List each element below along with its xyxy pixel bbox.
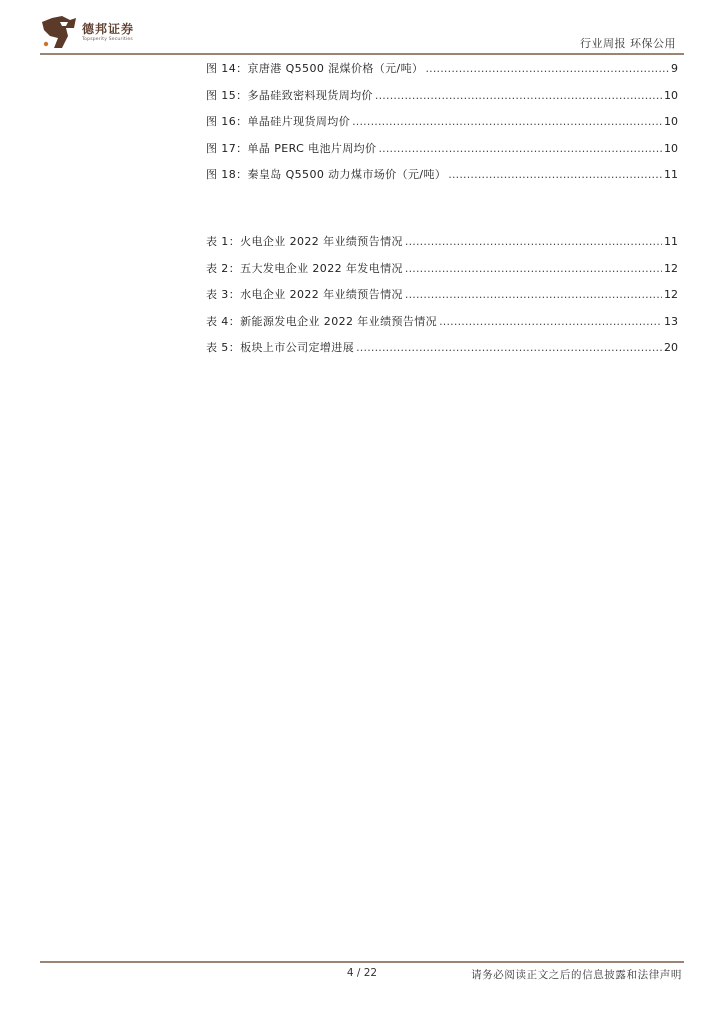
- header-divider: [40, 53, 684, 55]
- logo-brand-name-en: Topsperity Securities: [82, 37, 133, 42]
- toc-leader-dots: [356, 341, 662, 354]
- toc-entry-title: 图 14：京唐港 Q5500 混煤价格（元/吨）: [206, 62, 424, 75]
- toc-leader-dots: [448, 168, 662, 181]
- toc-entry-page: 11: [664, 235, 678, 248]
- report-type-label: 行业周报 环保公用: [580, 37, 676, 50]
- toc-entry[interactable]: [206, 87, 678, 114]
- toc-leader-dots: [405, 262, 662, 275]
- table-index-list: [206, 233, 678, 366]
- toc-entry-page: 10: [664, 88, 678, 102]
- toc-leader-dots: [405, 235, 662, 248]
- toc-entry-page: 12: [664, 288, 678, 301]
- toc-entry-page: 9: [671, 62, 678, 75]
- toc-entry-title: 图 17：单晶 PERC 电池片周均价: [206, 141, 377, 155]
- toc-entry-page: 10: [664, 141, 678, 155]
- toc-entry[interactable]: [206, 313, 678, 340]
- footer-divider: [40, 961, 684, 963]
- toc-entry[interactable]: [206, 113, 678, 140]
- toc-leader-dots: [425, 62, 669, 75]
- toc-entry-title: 图 15：多晶硅致密料现货周均价: [206, 88, 373, 102]
- toc-entry[interactable]: [206, 260, 678, 287]
- toc-entry-title: 表 3：水电企业 2022 年业绩预告情况: [206, 288, 403, 301]
- figure-index-list: [206, 60, 678, 193]
- toc-entry-title: 表 2：五大发电企业 2022 年发电情况: [206, 261, 403, 275]
- logo-mark-icon: [40, 14, 78, 50]
- toc-entry[interactable]: [206, 339, 678, 366]
- toc-entry-page: 13: [664, 314, 678, 328]
- toc-entry-title: 表 1：火电企业 2022 年业绩预告情况: [206, 235, 403, 248]
- toc-entry-page: 12: [664, 261, 678, 275]
- toc-entry-title: 图 16：单晶硅片现货周均价: [206, 115, 351, 128]
- toc-leader-dots: [352, 115, 662, 128]
- toc-entry[interactable]: [206, 166, 678, 193]
- toc-entry-page: 20: [664, 341, 678, 354]
- page-number-text: 4 / 22: [346, 967, 378, 979]
- toc-entry-page: 11: [664, 168, 678, 181]
- logo-brand-name-cn: 德邦证券: [82, 22, 135, 36]
- toc-entry[interactable]: [206, 60, 678, 87]
- toc-entry-page: 10: [664, 115, 678, 128]
- toc-leader-dots: [378, 142, 662, 155]
- toc-leader-dots: [405, 288, 662, 301]
- legal-disclaimer: 请务必阅读正文之后的信息披露和法律声明: [471, 969, 682, 981]
- toc-leader-dots: [439, 315, 662, 328]
- toc-leader-dots: [375, 89, 662, 102]
- toc-entry-title: 表 4：新能源发电企业 2022 年业绩预告情况: [206, 314, 438, 328]
- toc-entry-title: 表 5：板块上市公司定增进展: [206, 341, 355, 354]
- toc-entry[interactable]: [206, 233, 678, 260]
- toc-entry[interactable]: [206, 140, 678, 167]
- company-logo: [40, 14, 160, 50]
- toc-entry-title: 图 18：秦皇岛 Q5500 动力煤市场价（元/吨）: [206, 168, 447, 181]
- toc-entry[interactable]: [206, 286, 678, 313]
